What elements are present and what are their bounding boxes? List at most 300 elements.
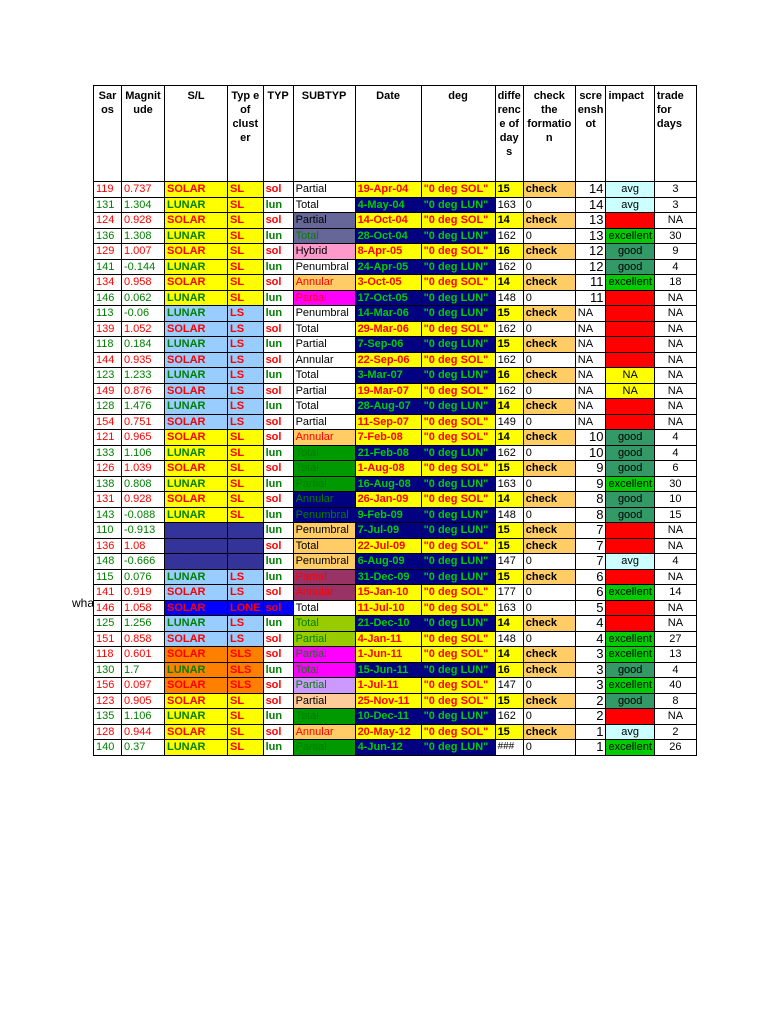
deg-cell: "0 deg LUN" <box>421 306 495 322</box>
date-cell: 15-Jan-10 <box>355 585 421 601</box>
subtyp-cell: Annular <box>293 430 355 446</box>
diff-cell: 177 <box>495 585 523 601</box>
sl-cell: SOLAR <box>165 631 228 647</box>
diff-cell: 147 <box>495 554 523 570</box>
diff-cell: 15 <box>495 182 523 198</box>
typ-cell: sol <box>263 538 293 554</box>
sl-cell: SOLAR <box>165 182 228 198</box>
deg-cell: "0 deg SOL" <box>421 244 495 260</box>
check-cell: 0 <box>523 476 575 492</box>
trade-cell: NA <box>654 523 696 539</box>
magnitude-cell: 1.304 <box>122 197 165 213</box>
sl-cell: SOLAR <box>165 430 228 446</box>
screenshot-cell: 6 <box>575 585 606 601</box>
impact-cell: good <box>606 244 654 260</box>
sl-cell: LUNAR <box>165 740 228 756</box>
date-cell: 1-Jun-11 <box>355 647 421 663</box>
date-cell: 28-Oct-04 <box>355 228 421 244</box>
impact-cell: excellent <box>606 585 654 601</box>
check-cell: 0 <box>523 352 575 368</box>
trade-cell: 14 <box>654 585 696 601</box>
deg-cell: "0 deg SOL" <box>421 647 495 663</box>
diff-cell: 16 <box>495 662 523 678</box>
typ-cell: lun <box>263 740 293 756</box>
cluster-cell: LS <box>228 414 264 430</box>
subtyp-cell: Total <box>293 662 355 678</box>
impact-cell: good <box>606 259 654 275</box>
typ-cell: lun <box>263 259 293 275</box>
subtyp-cell: Hybrid <box>293 244 355 260</box>
screenshot-cell: 4 <box>575 631 606 647</box>
date-cell: 25-Nov-11 <box>355 693 421 709</box>
table-row <box>94 399 697 415</box>
deg-cell: "0 deg LUN" <box>421 709 495 725</box>
deg-cell: "0 deg LUN" <box>421 662 495 678</box>
typ-cell: sol <box>263 492 293 508</box>
typ-cell: sol <box>263 213 293 229</box>
saros-cell: 140 <box>94 740 122 756</box>
check-cell: check <box>523 616 575 632</box>
sl-cell: LUNAR <box>165 554 228 570</box>
magnitude-cell: 0.37 <box>122 740 165 756</box>
sl-cell: LUNAR <box>165 368 228 384</box>
table-row <box>94 383 697 399</box>
date-cell: 16-Aug-08 <box>355 476 421 492</box>
screenshot-cell: 10 <box>575 430 606 446</box>
check-cell: 0 <box>523 290 575 306</box>
diff-cell: 16 <box>495 244 523 260</box>
check-cell: 0 <box>523 228 575 244</box>
saros-cell: 110 <box>94 523 122 539</box>
typ-cell: sol <box>263 182 293 198</box>
sl-cell: LUNAR <box>165 569 228 585</box>
trade-cell: 40 <box>654 678 696 694</box>
sl-cell: LUNAR <box>165 709 228 725</box>
eclipse-table <box>93 85 697 756</box>
screenshot-cell: 14 <box>575 197 606 213</box>
diff-cell: 14 <box>495 492 523 508</box>
sl-cell: SOLAR <box>165 600 228 616</box>
deg-cell: "0 deg SOL" <box>421 585 495 601</box>
check-cell: check <box>523 492 575 508</box>
cluster-cell: LS <box>228 383 264 399</box>
magnitude-cell: 0.876 <box>122 383 165 399</box>
deg-cell: "0 deg LUN" <box>421 290 495 306</box>
magnitude-cell: 1.052 <box>122 321 165 337</box>
magnitude-cell: 0.905 <box>122 693 165 709</box>
magnitude-cell: -0.06 <box>122 306 165 322</box>
date-cell: 1-Aug-08 <box>355 461 421 477</box>
saros-cell: 119 <box>94 182 122 198</box>
impact-cell: excellent <box>606 275 654 291</box>
trade-cell: NA <box>654 616 696 632</box>
cluster-cell: SL <box>228 709 264 725</box>
date-cell: 24-Apr-05 <box>355 259 421 275</box>
typ-cell: lun <box>263 569 293 585</box>
deg-cell: "0 deg LUN" <box>421 507 495 523</box>
table-row <box>94 228 697 244</box>
magnitude-cell: 0.097 <box>122 678 165 694</box>
magnitude-cell: 1.7 <box>122 662 165 678</box>
diff-cell: 14 <box>495 399 523 415</box>
table-row <box>94 740 697 756</box>
magnitude-cell: 0.919 <box>122 585 165 601</box>
trade-cell: 10 <box>654 492 696 508</box>
magnitude-cell: -0.913 <box>122 523 165 539</box>
deg-cell: "0 deg LUN" <box>421 399 495 415</box>
typ-cell: lun <box>263 616 293 632</box>
screenshot-cell: 12 <box>575 244 606 260</box>
table-row <box>94 631 697 647</box>
subtyp-cell: Total <box>293 399 355 415</box>
cluster-cell: SLS <box>228 678 264 694</box>
subtyp-cell: Partial <box>293 182 355 198</box>
saros-cell: 130 <box>94 662 122 678</box>
impact-cell: bad <box>606 414 654 430</box>
typ-cell: lun <box>263 662 293 678</box>
typ-cell: sol <box>263 693 293 709</box>
table-row <box>94 182 697 198</box>
date-cell: 1-Jul-11 <box>355 678 421 694</box>
cluster-cell: LS <box>228 321 264 337</box>
impact-cell: excellent <box>606 678 654 694</box>
table-row <box>94 523 697 539</box>
impact-cell: bad <box>606 600 654 616</box>
saros-cell: 141 <box>94 259 122 275</box>
screenshot-cell: 13 <box>575 213 606 229</box>
magnitude-cell: 1.256 <box>122 616 165 632</box>
screenshot-cell: NA <box>575 399 606 415</box>
col-header-sl: S/L <box>165 86 228 182</box>
typ-cell: lun <box>263 507 293 523</box>
impact-cell: bad <box>606 213 654 229</box>
table-row <box>94 290 697 306</box>
impact-cell: good <box>606 693 654 709</box>
cluster-cell: SL <box>228 507 264 523</box>
screenshot-cell: 8 <box>575 492 606 508</box>
diff-cell: 147 <box>495 678 523 694</box>
date-cell: 14-Oct-04 <box>355 213 421 229</box>
trade-cell: 4 <box>654 662 696 678</box>
diff-cell: 15 <box>495 461 523 477</box>
typ-cell: sol <box>263 352 293 368</box>
deg-cell: "0 deg SOL" <box>421 600 495 616</box>
diff-cell: 14 <box>495 213 523 229</box>
magnitude-cell: 1.039 <box>122 461 165 477</box>
sl-cell: SOLAR <box>165 693 228 709</box>
deg-cell: "0 deg LUN" <box>421 337 495 353</box>
date-cell: 22-Jul-09 <box>355 538 421 554</box>
saros-cell: 144 <box>94 352 122 368</box>
diff-cell: 162 <box>495 228 523 244</box>
typ-cell: sol <box>263 724 293 740</box>
date-cell: 21-Dec-10 <box>355 616 421 632</box>
screenshot-cell: 9 <box>575 476 606 492</box>
sl-cell: SOLAR <box>165 244 228 260</box>
diff-cell: 148 <box>495 507 523 523</box>
table-row <box>94 445 697 461</box>
date-cell: 31-Dec-09 <box>355 569 421 585</box>
cluster-cell: LS <box>228 352 264 368</box>
date-cell: 11-Jul-10 <box>355 600 421 616</box>
magnitude-cell: 1.476 <box>122 399 165 415</box>
deg-cell: "0 deg SOL" <box>421 182 495 198</box>
date-cell: 15-Jun-11 <box>355 662 421 678</box>
screenshot-cell: 5 <box>575 600 606 616</box>
col-header-saros: Sar os <box>94 86 122 182</box>
typ-cell: lun <box>263 399 293 415</box>
magnitude-cell: 0.958 <box>122 275 165 291</box>
typ-cell: lun <box>263 523 293 539</box>
saros-cell: 146 <box>94 290 122 306</box>
table-row <box>94 321 697 337</box>
trade-cell: NA <box>654 337 696 353</box>
diff-cell: 14 <box>495 430 523 446</box>
table-row <box>94 724 697 740</box>
saros-cell: 125 <box>94 616 122 632</box>
diff-cell: 15 <box>495 538 523 554</box>
subtyp-cell: Total <box>293 600 355 616</box>
cluster-cell: SL <box>228 740 264 756</box>
typ-cell: sol <box>263 461 293 477</box>
subtyp-cell: Total <box>293 538 355 554</box>
saros-cell: 129 <box>94 244 122 260</box>
check-cell: check <box>523 523 575 539</box>
subtyp-cell: Total <box>293 197 355 213</box>
check-cell: check <box>523 306 575 322</box>
typ-cell: sol <box>263 430 293 446</box>
magnitude-cell: 0.928 <box>122 213 165 229</box>
trade-cell: 15 <box>654 507 696 523</box>
table-row <box>94 538 697 554</box>
table-row <box>94 476 697 492</box>
screenshot-cell: 9 <box>575 461 606 477</box>
cluster-cell: SL <box>228 182 264 198</box>
cluster-cell: SLS <box>228 662 264 678</box>
date-cell: 3-Mar-07 <box>355 368 421 384</box>
diff-cell: 162 <box>495 709 523 725</box>
sl-cell: LUNAR <box>165 197 228 213</box>
impact-cell: NA <box>606 383 654 399</box>
trade-cell: 26 <box>654 740 696 756</box>
cluster-cell: LS <box>228 306 264 322</box>
subtyp-cell: Partial <box>293 647 355 663</box>
subtyp-cell: Total <box>293 228 355 244</box>
impact-cell: bad <box>606 321 654 337</box>
table-row <box>94 213 697 229</box>
table-row <box>94 414 697 430</box>
deg-cell: "0 deg LUN" <box>421 554 495 570</box>
table-row <box>94 647 697 663</box>
check-cell: 0 <box>523 414 575 430</box>
screenshot-cell: 3 <box>575 647 606 663</box>
saros-cell: 136 <box>94 538 122 554</box>
cluster-cell: SL <box>228 259 264 275</box>
trade-cell: NA <box>654 569 696 585</box>
check-cell: check <box>523 430 575 446</box>
saros-cell: 156 <box>94 678 122 694</box>
deg-cell: "0 deg SOL" <box>421 321 495 337</box>
screenshot-cell: 2 <box>575 693 606 709</box>
screenshot-cell: 8 <box>575 507 606 523</box>
sl-cell: SOLAR <box>165 724 228 740</box>
cluster-cell: LS <box>228 616 264 632</box>
check-cell: check <box>523 368 575 384</box>
table-row <box>94 275 697 291</box>
table-row <box>94 461 697 477</box>
magnitude-cell: 1.308 <box>122 228 165 244</box>
saros-cell: 139 <box>94 321 122 337</box>
cluster-cell: LS <box>228 368 264 384</box>
impact-cell: bad <box>606 290 654 306</box>
impact-cell: excellent <box>606 740 654 756</box>
date-cell: 10-Dec-11 <box>355 709 421 725</box>
sl-cell: LUNAR <box>165 476 228 492</box>
magnitude-cell: 0.944 <box>122 724 165 740</box>
screenshot-cell: 7 <box>575 523 606 539</box>
trade-cell: NA <box>654 414 696 430</box>
cluster-cell: SL <box>228 461 264 477</box>
screenshot-cell: NA <box>575 306 606 322</box>
table-row <box>94 678 697 694</box>
check-cell: 0 <box>523 709 575 725</box>
date-cell: 19-Mar-07 <box>355 383 421 399</box>
screenshot-cell: 12 <box>575 259 606 275</box>
sl-cell: SOLAR <box>165 678 228 694</box>
subtyp-cell: Partial <box>293 631 355 647</box>
col-header-check: check the formatio n <box>523 86 575 182</box>
impact-cell: bad <box>606 616 654 632</box>
check-cell: 0 <box>523 321 575 337</box>
saros-cell: 131 <box>94 197 122 213</box>
deg-cell: "0 deg LUN" <box>421 368 495 384</box>
table-row <box>94 585 697 601</box>
magnitude-cell: 0.935 <box>122 352 165 368</box>
deg-cell: "0 deg SOL" <box>421 693 495 709</box>
screenshot-cell: 3 <box>575 662 606 678</box>
check-cell: 0 <box>523 678 575 694</box>
deg-cell: "0 deg SOL" <box>421 352 495 368</box>
trade-cell: NA <box>654 600 696 616</box>
saros-cell: 123 <box>94 693 122 709</box>
cluster-cell: SL <box>228 476 264 492</box>
check-cell: check <box>523 275 575 291</box>
saros-cell: 124 <box>94 213 122 229</box>
diff-cell: 15 <box>495 724 523 740</box>
cluster-cell: LS <box>228 337 264 353</box>
cluster-cell: LONE <box>228 600 264 616</box>
screenshot-cell: 7 <box>575 554 606 570</box>
diff-cell: 162 <box>495 352 523 368</box>
saros-cell: 123 <box>94 368 122 384</box>
diff-cell: ### <box>495 740 523 756</box>
trade-cell: 4 <box>654 445 696 461</box>
table-row <box>94 709 697 725</box>
check-cell: check <box>523 662 575 678</box>
subtyp-cell: Total <box>293 709 355 725</box>
magnitude-cell: 0.601 <box>122 647 165 663</box>
screenshot-cell: NA <box>575 414 606 430</box>
screenshot-cell: 11 <box>575 275 606 291</box>
saros-cell: 154 <box>94 414 122 430</box>
deg-cell: "0 deg SOL" <box>421 275 495 291</box>
impact-cell: bad <box>606 352 654 368</box>
impact-cell: good <box>606 430 654 446</box>
check-cell: 0 <box>523 383 575 399</box>
trade-cell: NA <box>654 368 696 384</box>
trade-cell: NA <box>654 352 696 368</box>
impact-cell: excellent <box>606 647 654 663</box>
impact-cell: bad <box>606 523 654 539</box>
impact-cell: bad <box>606 709 654 725</box>
sl-cell: SOLAR <box>165 213 228 229</box>
cluster-cell: SL <box>228 492 264 508</box>
sl-cell: LUNAR <box>165 523 228 539</box>
magnitude-cell: 0.076 <box>122 569 165 585</box>
cluster-cell: LSL <box>228 554 264 570</box>
date-cell: 3-Oct-05 <box>355 275 421 291</box>
table-row <box>94 554 697 570</box>
diff-cell: 148 <box>495 631 523 647</box>
diff-cell: 14 <box>495 616 523 632</box>
deg-cell: "0 deg SOL" <box>421 461 495 477</box>
trade-cell: 4 <box>654 430 696 446</box>
magnitude-cell: 0.928 <box>122 492 165 508</box>
saros-cell: 133 <box>94 445 122 461</box>
magnitude-cell: 0.062 <box>122 290 165 306</box>
deg-cell: "0 deg SOL" <box>421 430 495 446</box>
impact-cell: avg <box>606 197 654 213</box>
trade-cell: NA <box>654 383 696 399</box>
deg-cell: "0 deg SOL" <box>421 538 495 554</box>
diff-cell: 163 <box>495 476 523 492</box>
screenshot-cell: NA <box>575 368 606 384</box>
deg-cell: "0 deg SOL" <box>421 724 495 740</box>
cluster-cell: SL <box>228 693 264 709</box>
magnitude-cell: 1.106 <box>122 445 165 461</box>
saros-cell: 136 <box>94 228 122 244</box>
cluster-cell: LSL <box>228 523 264 539</box>
cluster-cell: SL <box>228 724 264 740</box>
screenshot-cell: NA <box>575 321 606 337</box>
screenshot-cell: NA <box>575 337 606 353</box>
col-header-screenshot: scre ensh ot <box>575 86 606 182</box>
trade-cell: 6 <box>654 461 696 477</box>
screenshot-cell: 2 <box>575 709 606 725</box>
check-cell: check <box>523 244 575 260</box>
impact-cell: good <box>606 492 654 508</box>
diff-cell: 15 <box>495 306 523 322</box>
typ-cell: sol <box>263 678 293 694</box>
sl-cell: SOLAR <box>165 352 228 368</box>
cluster-cell: SL <box>228 228 264 244</box>
trade-cell: NA <box>654 213 696 229</box>
table-row <box>94 616 697 632</box>
saros-cell: 131 <box>94 492 122 508</box>
sl-cell: SOLAR <box>165 538 228 554</box>
check-cell: check <box>523 213 575 229</box>
sl-cell: SOLAR <box>165 321 228 337</box>
subtyp-cell: Partial <box>293 383 355 399</box>
table-row <box>94 492 697 508</box>
date-cell: 7-Sep-06 <box>355 337 421 353</box>
magnitude-cell: 1.007 <box>122 244 165 260</box>
col-header-deg: deg <box>421 86 495 182</box>
table-row <box>94 368 697 384</box>
saros-cell: 141 <box>94 585 122 601</box>
subtyp-cell: Partial <box>293 678 355 694</box>
trade-cell: 3 <box>654 197 696 213</box>
